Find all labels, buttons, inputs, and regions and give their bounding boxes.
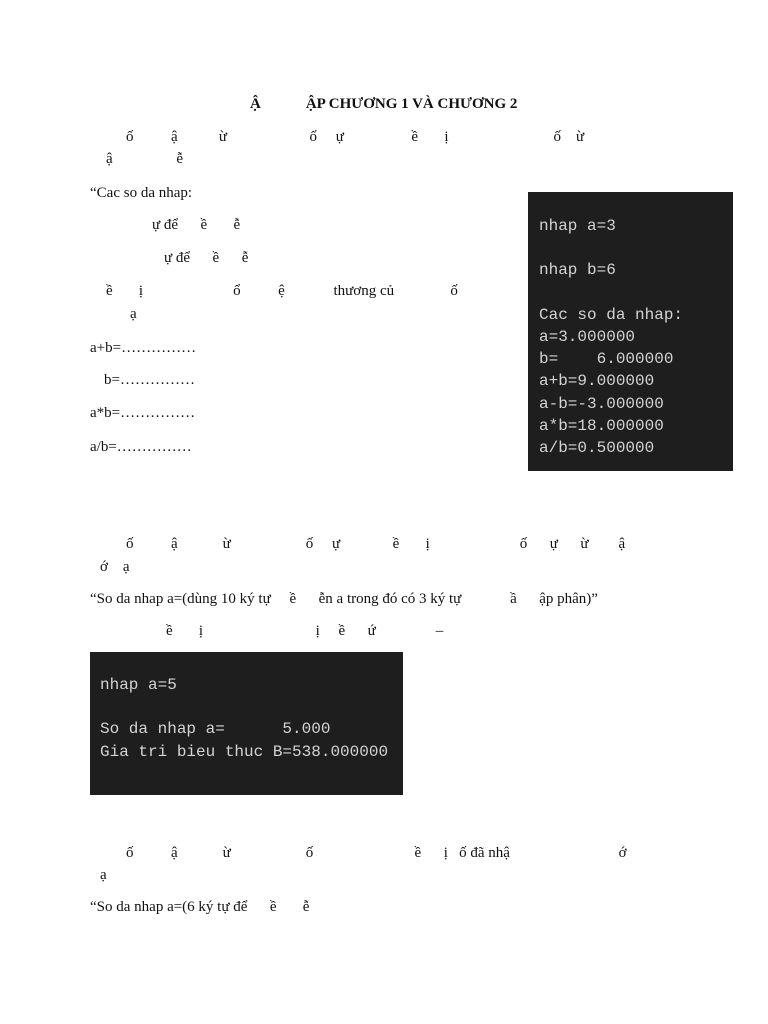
console-output-2 bbox=[90, 652, 403, 795]
console-line bbox=[539, 237, 733, 259]
console-line: a+b=9.000000 bbox=[539, 372, 655, 391]
s1-diff-line: b=…………… bbox=[104, 372, 195, 388]
console-output-1 bbox=[528, 192, 733, 471]
console-line: b= 6.000000 bbox=[539, 350, 674, 369]
console-line: nhap a=5 bbox=[100, 676, 177, 694]
s1-sum-line: a+b=…………… bbox=[90, 340, 197, 356]
console-line: a=3.000000 bbox=[539, 327, 636, 346]
s1-output-quote: “Cac so da nhap: bbox=[90, 185, 193, 201]
s1-instruction-line5: ề ị ổ ệ thương củ ố bbox=[106, 283, 458, 299]
console-line: a/b=0.500000 bbox=[539, 438, 655, 457]
s3-instruction-line1: ố ậ ừ ố ề ị ố đã nhậ ớ bbox=[126, 845, 627, 861]
console-line: a-b=-3.000000 bbox=[539, 394, 664, 413]
page-title: Ậ ẬP CHƯƠNG 1 VÀ CHƯƠNG 2 bbox=[250, 96, 518, 112]
s3-instruction-line2: ạ bbox=[100, 867, 107, 883]
console-line: So da nhap a= 5.000 bbox=[100, 720, 331, 739]
console-line: Gia tri bieu thuc B=538.000000 bbox=[100, 742, 389, 761]
s1-instruction-line1: ố ậ ừ ố ự ề ị ố ừ bbox=[126, 129, 585, 145]
s1-product-line: a*b=…………… bbox=[90, 405, 196, 421]
s2-instruction-line3: ề ị ị ề ứ – bbox=[166, 623, 444, 639]
s1-quotient-line: a/b=…………… bbox=[90, 439, 192, 455]
s1-instruction-line6: ạ bbox=[130, 306, 137, 322]
console-line: nhap a=3 bbox=[539, 217, 616, 235]
console-line: Cac so da nhap: bbox=[539, 305, 684, 324]
s2-output-quote: “So da nhap a=(dùng 10 ký tự ề ễn a trong đó có 3 ký tự ầ ập phân)” bbox=[90, 591, 598, 607]
s2-instruction-line1: ố ậ ừ ố ự ề ị ố ự ừ ậ bbox=[126, 536, 626, 552]
s3-output-quote: “So da nhap a=(6 ký tự để ề ễ bbox=[90, 899, 310, 915]
console-line bbox=[100, 696, 403, 718]
s1-instruction-line2: ậ ễ bbox=[106, 151, 184, 167]
console-line: a*b=18.000000 bbox=[539, 416, 664, 435]
console-line bbox=[539, 282, 733, 304]
s2-instruction-line2: ớ ạ bbox=[100, 559, 130, 575]
s1-instruction-line3: ự để ề ễ bbox=[152, 217, 241, 233]
console-line: nhap b=6 bbox=[539, 261, 616, 280]
s1-instruction-line4: ự để ề ễ bbox=[164, 250, 249, 266]
